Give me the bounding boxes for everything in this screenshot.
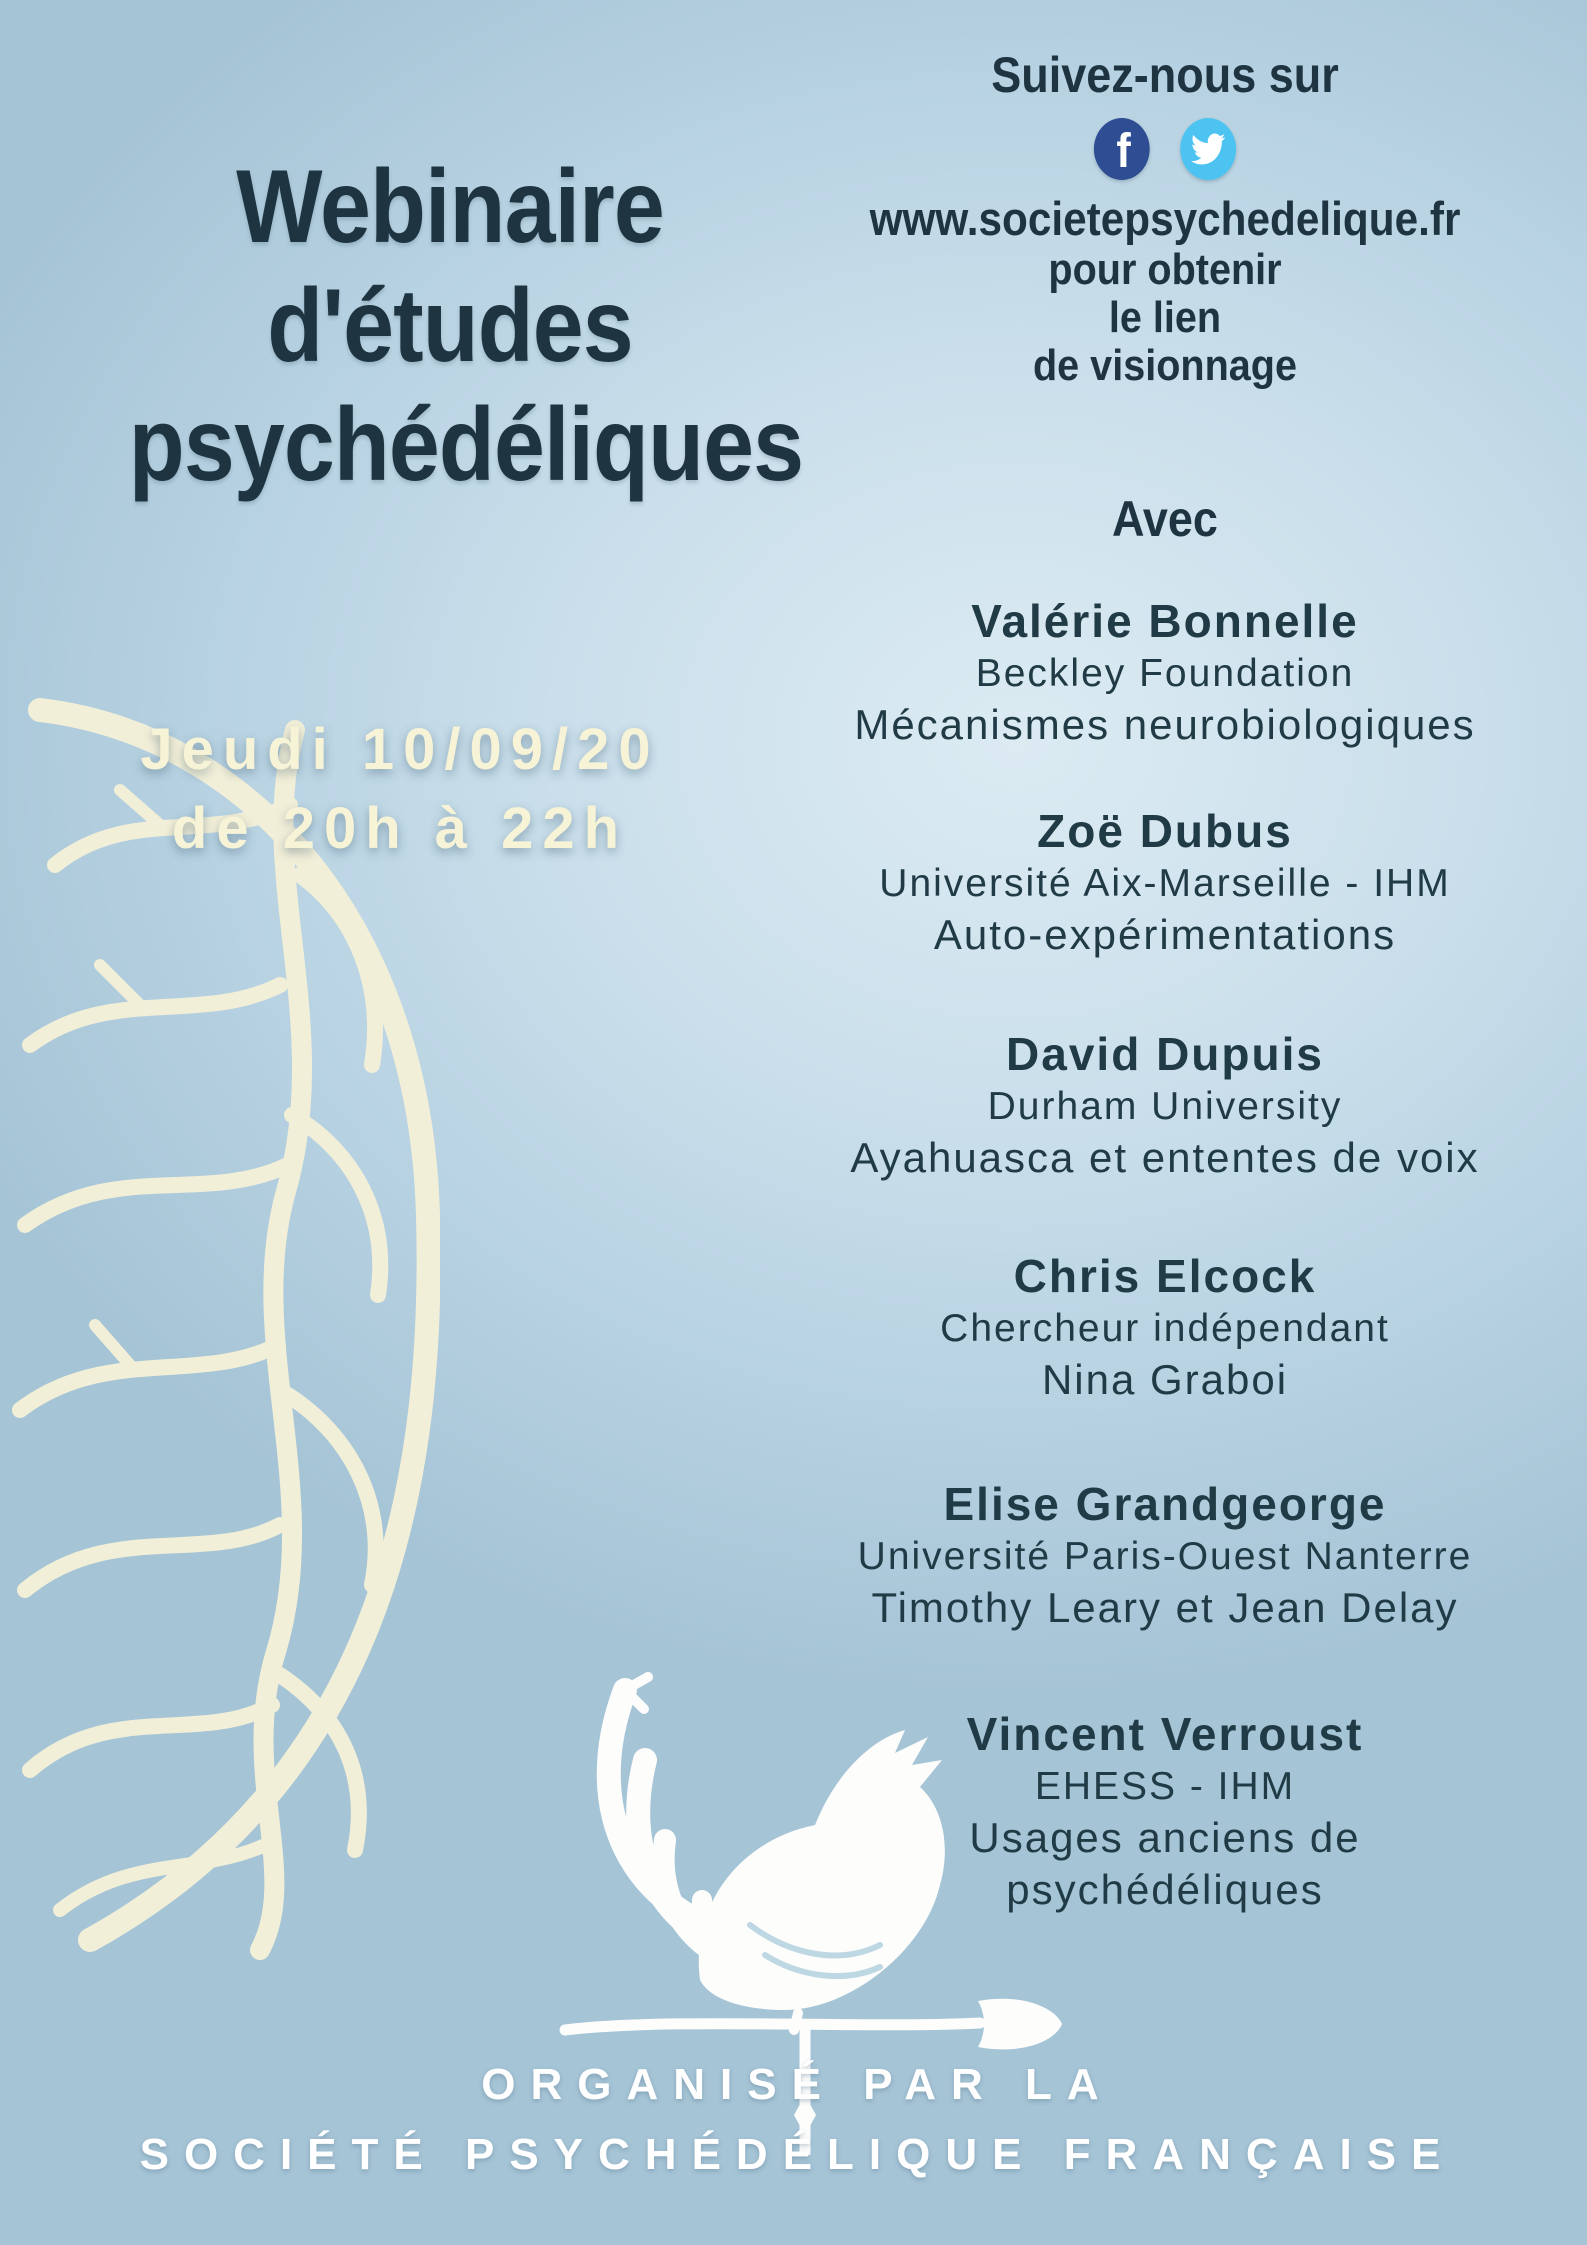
facebook-icon[interactable] (1094, 118, 1150, 180)
speaker-affiliation: Université Aix-Marseille - IHM (879, 862, 1451, 905)
speaker-name: Vincent Verroust (966, 1708, 1364, 1760)
follow-heading: Suivez-nous sur (991, 47, 1339, 103)
poster-title (128, 148, 804, 505)
speaker-block (745, 1026, 1585, 1184)
speaker-affiliation: Université Paris-Ouest Nanterre (857, 1535, 1473, 1578)
speaker-affiliation: Durham University (987, 1085, 1343, 1128)
speaker-name: Chris Elcock (1013, 1250, 1317, 1302)
speaker-affiliation: EHESS - IHM (1034, 1765, 1296, 1808)
date-line-1: Jeudi 10/09/20 (140, 717, 660, 782)
follow-line: le lien (1108, 293, 1222, 342)
date-block (55, 710, 745, 868)
follow-block (810, 46, 1521, 390)
speaker-block (745, 803, 1585, 961)
speaker-name: Zoë Dubus (1037, 805, 1293, 857)
title-line: psychédéliques (128, 387, 804, 503)
speaker-topic: Timothy Leary et Jean Delay (871, 1584, 1459, 1631)
date-line-2: de 20h à 22h (171, 796, 629, 861)
footer-line-1: ORGANISÉ PAR LA (481, 2060, 1114, 2109)
twitter-bird-icon (1191, 130, 1225, 168)
facebook-f-glyph: f (1116, 125, 1131, 178)
website-url[interactable]: www.societepsychedelique.fr (869, 192, 1461, 245)
speaker-topic: Auto-expérimentations (933, 911, 1397, 958)
speaker-topic: Nina Graboi (1041, 1356, 1289, 1403)
speaker-block (745, 1706, 1585, 1916)
brain-illustration (0, 695, 440, 1965)
speaker-name: David Dupuis (1006, 1028, 1324, 1080)
social-icons-row (810, 118, 1521, 180)
follow-line: pour obtenir (1048, 245, 1282, 294)
with-label: Avec (1112, 491, 1218, 547)
speaker-block (745, 1248, 1585, 1406)
speaker-name: Valérie Bonnelle (971, 595, 1359, 647)
twitter-icon[interactable] (1180, 118, 1236, 180)
follow-line: de visionnage (1032, 341, 1298, 390)
speaker-topic: Mécanismes neurobiologiques (854, 701, 1476, 748)
footer-line-2: SOCIÉTÉ PSYCHÉDÉLIQUE FRANÇAISE (139, 2130, 1456, 2179)
speaker-affiliation: Beckley Foundation (975, 652, 1355, 695)
speaker-block (745, 1476, 1585, 1634)
speaker-topic: Usages anciens de psychédéliques (969, 1814, 1361, 1913)
speaker-topic: Ayahuasca et ententes de voix (850, 1134, 1480, 1181)
title-line: d'études (267, 268, 633, 384)
speaker-name: Elise Grandgeorge (943, 1478, 1387, 1530)
speaker-block (745, 593, 1585, 751)
speaker-affiliation: Chercheur indépendant (940, 1307, 1390, 1350)
title-line: Webinaire (236, 149, 664, 265)
